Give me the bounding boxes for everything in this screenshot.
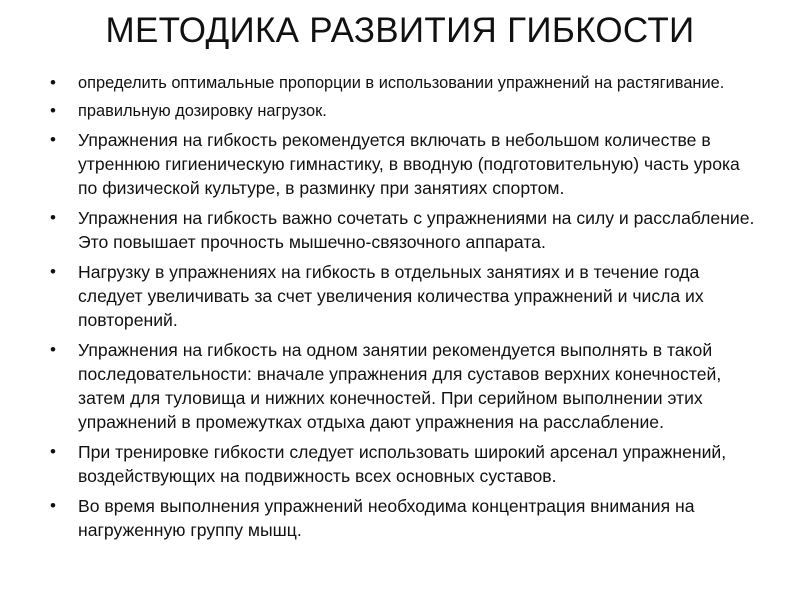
slide-title: МЕТОДИКА РАЗВИТИЯ ГИБКОСТИ: [105, 11, 695, 50]
bullet-item: • Во время выполнения упражнений необходима концентрация внимания на нагруженную группу мышц.: [78, 494, 758, 542]
bullet-item: • Упражнения на гибкость на одном занятии рекомендуется выполнять в такой последовательности: вначале упражнения для суставов верхних конечностей, затем для туловища и нижних конечностей. При серийном выполнении этих упражнений в промежутках отдыха дают упражнения на расслабление.: [78, 338, 758, 434]
bullet-item: • определить оптимальные пропорции в использовании упражнений на растягивание.: [78, 72, 758, 94]
bullet-item: • Нагрузку в упражнениях на гибкость в отдельных занятиях и в течение года следует увеличивать за счет увеличения количества упражнений и числа их повторений.: [78, 260, 758, 332]
bullet-item: • Упражнения на гибкость рекомендуется включать в небольшом количестве в утреннюю гигиеническую гимнастику, в вводную (подготовительную) часть урока по физической культуре, в разминку при занятиях спортом.: [78, 128, 758, 200]
bullet-item: • Упражнения на гибкость важно сочетать с упражнениями на силу и расслабление. Это повышает прочность мышечно-связочного аппарата.: [78, 206, 758, 254]
bullet-list: [78, 72, 758, 548]
bullet-item: • При тренировке гибкости следует использовать широкий арсенал упражнений, воздействующих на подвижность всех основных суставов.: [78, 440, 758, 488]
bullet-item: • правильную дозировку нагрузок.: [78, 100, 758, 122]
